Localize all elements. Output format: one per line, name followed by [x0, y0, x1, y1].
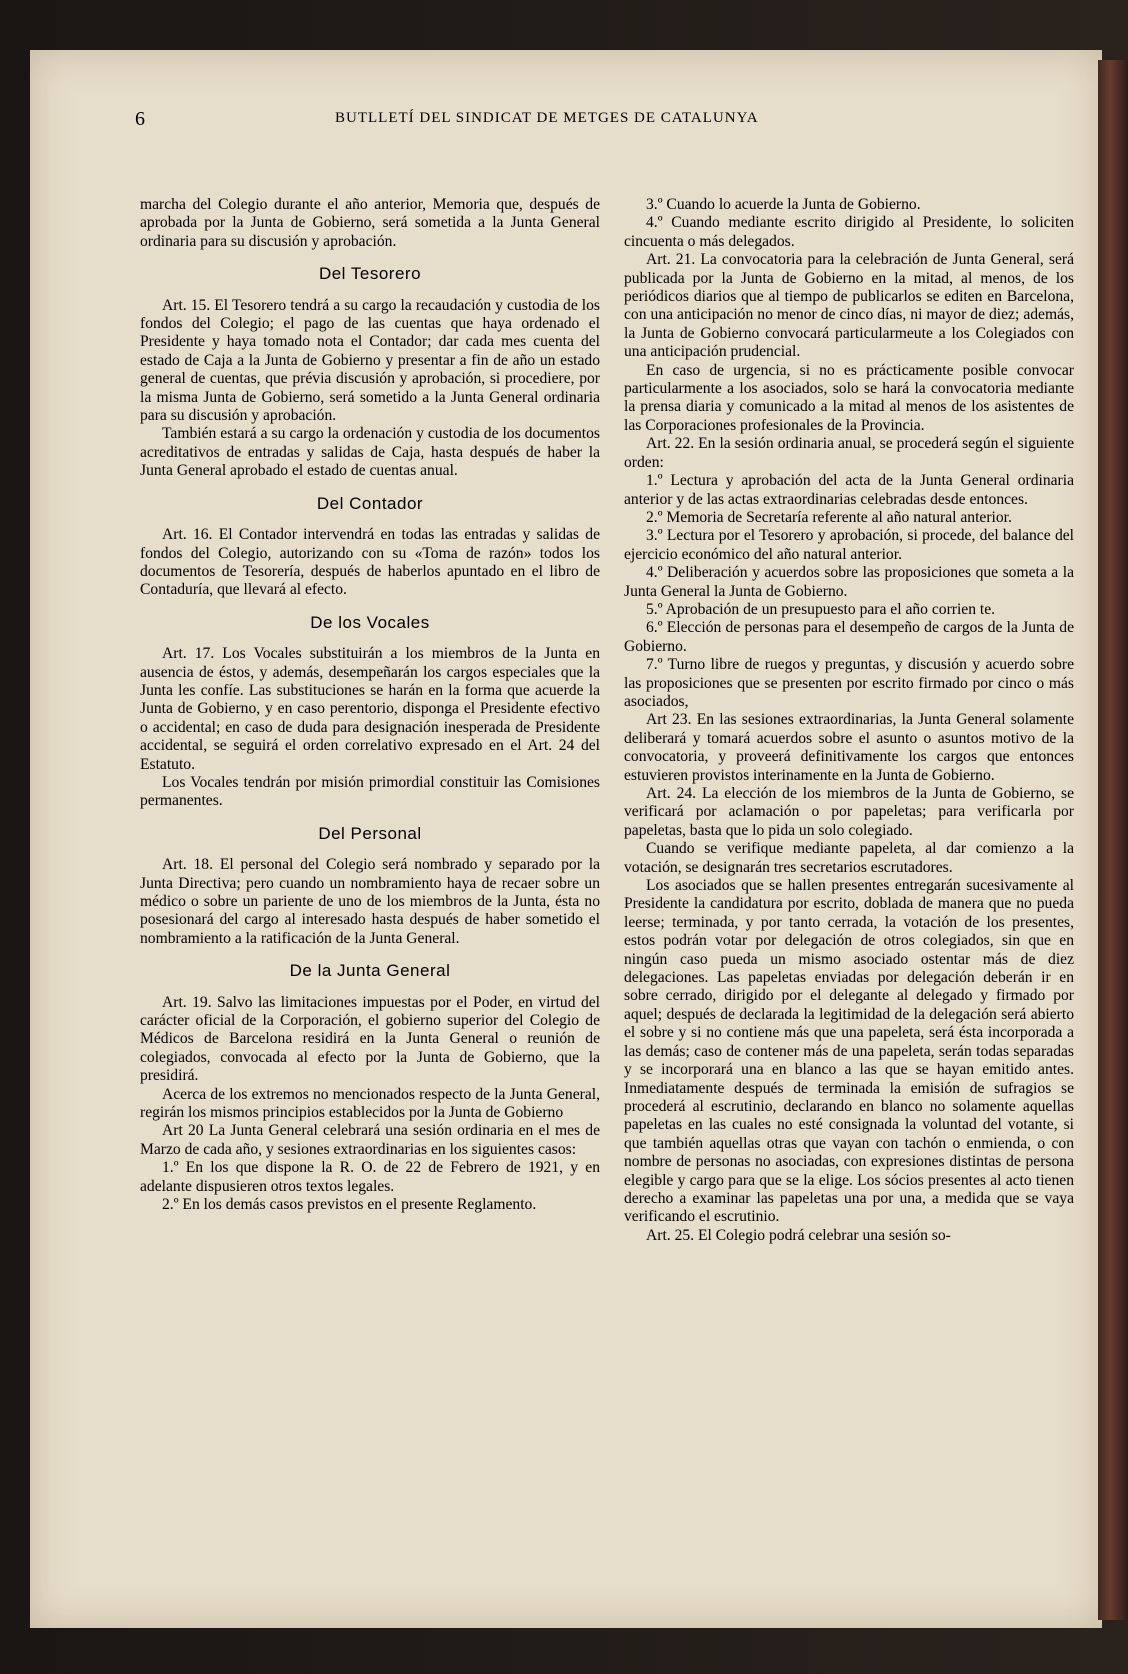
paragraph: Art. 19. Salvo las limitaciones impuestas por el Poder, en virtud del carácter oficial de la Corporación, el gobierno superior del Colegio de Médicos de Barcelona residirá en la Junta General o reunión de colegiados, convocada al efecto por la Junta de Gobierno, que la presidirá.: [140, 993, 600, 1085]
paragraph: Los Vocales tendrán por misión primordial constituir las Comisiones permanentes.: [140, 773, 600, 810]
paragraph: 5.º Aprobación de un presupuesto para el año corrien te.: [646, 600, 996, 618]
paragraph: 7.º Turno libre de ruegos y preguntas, y discusión y acuerdo sobre las proposiciones que se presenten por escrito firmado por cinco o más asociados,: [624, 656, 1074, 710]
paragraph: 3.º Cuando lo acuerde la Junta de Gobierno.: [646, 196, 921, 213]
section-heading: Del Tesorero: [318, 264, 422, 284]
section-heading: Del Personal: [318, 823, 422, 843]
paragraph: Art. 24. La elección de los miembros de la Junta de Gobierno, se verificará por aclamación o por papeletas; para verificarla por papeletas, basta que lo pida un solo colegiado.: [624, 785, 1074, 839]
left-column: [140, 196, 600, 1215]
paragraph: 1.º Lectura y aprobación del acta de la Junta General ordinaria anterior y de las actas extraordinarias celebradas desde entonces.: [624, 472, 1074, 508]
paragraph: También estará a su cargo la ordenación y custodia de los documentos acreditativos de entradas y salidas de Caja, hasta después de haber la Junta General aprobado el estado de cuentas anual.: [140, 425, 600, 480]
section-heading: De los Vocales: [310, 612, 430, 632]
paragraph: Art. 16. El Contador intervendrá en todas las entradas y salidas de fondos del Colegio, autorizando con su «Toma de razón» todos los documentos de Tesorería, después de haberlos apuntado en el libro de Contaduría, que llevará al efecto.: [140, 526, 600, 599]
paragraph: Art. 25. El Colegio podrá celebrar una sesión so-: [646, 1226, 951, 1244]
paragraph: Art. 22. En la sesión ordinaria anual, se procederá según el siguiente orden:: [624, 435, 1074, 471]
right-column: [624, 196, 1074, 1245]
section-heading: De la Junta General: [289, 961, 451, 981]
paragraph: 3.º Lectura por el Tesorero y aprobación, si procede, del balance del ejercicio económico del año natural anterior.: [624, 527, 1074, 563]
book-binding: [1098, 60, 1128, 1620]
page-header: [135, 108, 1075, 134]
paragraph: 4.º Cuando mediante escrito dirigido al Presidente, lo soliciten cincuenta o más delegados.: [624, 214, 1074, 250]
paragraph: Art. 17. Los Vocales substituirán a los miembros de la Junta en ausencia de éstos, y además, desempeñarán los cargos especiales que la Junta les confíe. Las substituciones se harán en la forma que acuerde la Junta de Gobierno, y en caso perentorio, disponga el Presidente efectivo o accidental; en caso de duda para designación inesperada de Presidente accidental, se seguirá el orden correlativo expresado en el Art. 24 del Estatuto.: [140, 645, 600, 773]
paragraph: Art. 18. El personal del Colegio será nombrado y separado por la Junta Directiva; pero cuando un nombramiento haya de recaer sobre un médico o sobre un pariente de uno de los miembros de la Junta, ésta no posesionará del cargo al interesado hasta después de haber sometido el nombramiento a la ratificación de la Junta General.: [140, 856, 600, 947]
paragraph: 2.º Memoria de Secretaría referente al año natural anterior.: [646, 508, 1012, 526]
paragraph: Cuando se verifique mediante papeleta, al dar comienzo a la votación, se designarán tres secretarios escrutadores.: [624, 840, 1074, 876]
paragraph: Art. 15. El Tesorero tendrá a su cargo la recaudación y custodia de los fondos del Colegio; el pago de las cuentas que haya ordenado el Presidente y haya tomado nota el Contador; dar cada mes cuenta del estado de Caja a la Junta de Gobierno y presentar a fin de año un estado general de cuentas, que prévia discusión y aprobación, si procediere, por la misma Junta de Gobierno, será sometido a la Junta General ordinaria para su discusión y aprobación.: [140, 296, 600, 425]
paragraph: Acerca de los extremos no mencionados respecto de la Junta General, regirán los mismos principios establecidos por la Junta de Gobierno: [140, 1085, 600, 1122]
paragraph: 1.º En los que dispone la R. O. de 22 de Febrero de 1921, y en adelante dispusieren otros textos legales.: [140, 1159, 600, 1195]
paragraph: Art. 21. La convocatoria para la celebración de Junta General, será publicada por la Junta de Gobierno en la mitad, al menos, de los periódicos diarios que al tiempo de publicarlos se editen en Barcelona, con una anticipación no menor de cinco días, ni mayor de diez; además, la Junta de Gobierno convocará particularmeute a los Colegiados con una anticipación prudencial.: [624, 251, 1074, 361]
paragraph: Los asociados que se hallen presentes entregarán sucesivamente al Presidente la candidatura por escrito, doblada de manera que no pueda leerse; terminada, y por tanto cerrada, la votación de los presentes, estos podrán votar por delegación de otros colegiados, sin que en ningún caso pueda un mismo asociado ostentar más de diez delegaciones. Las papeletas enviadas por delegación deberán ir en sobre cerrado, dirigido por el delegante al delegado y firmado por aquel; después de declarada la legitimidad de la delegación será abierto el sobre y si no contiene más que una papeleta, será ésta incorporada a las demás; caso de contener más de una papeleta, serán todas separadas y se incorporará una en blanco a las que se hayan emitido antes. Inmediatamente después de terminada la emisión de sufragios se procederá al escrutinio, declarando en blanco no solamente aquellas papeletas en las cuales no esté consignada la voluntad del votante, si que también aquellas otras que vayan con tachón o enmienda, o con nombre de personas no asociadas, con expresiones distintas de persona elegible y cargo para que se la elige. Los sócios presentes al acto tienen derecho a examinar las papeletas una por una, a medida que se vaya verificando el escrutinio.: [624, 877, 1074, 1226]
paragraph: 6.º Elección de personas para el desempeño de cargos de la Junta de Gobierno.: [624, 619, 1074, 655]
paragraph: En caso de urgencia, si no es prácticamente posible convocar particularmente a los asociados, solo se hará la convocatoria mediante la prensa diaria y comunicado a la mitad al menos de los asistentes de las Corporaciones profesionales de la Provincia.: [624, 361, 1074, 434]
running-title: BUTLLETÍ DEL SINDICAT DE METGES DE CATALUNYA: [335, 110, 759, 126]
paragraph: 4.º Deliberación y acuerdos sobre las proposiciones que someta a la Junta General la Junta de Gobierno.: [624, 564, 1074, 600]
paragraph: marcha del Colegio durante el año anterior, Memoria que, después de aprobada por la Junta de Gobierno, será sometida a la Junta General ordinaria para su discusión y aprobación.: [140, 196, 600, 250]
section-heading: Del Contador: [316, 493, 424, 513]
paragraph: Art 20 La Junta General celebrará una sesión ordinaria en el mes de Marzo de cada año, y sesiones extraordinarias en los siguientes casos:: [140, 1122, 600, 1158]
page-number: 6: [135, 108, 146, 130]
paragraph: 2.º En los demás casos previstos en el presente Reglamento.: [162, 1196, 537, 1214]
paragraph: Art 23. En las sesiones extraordinarias, la Junta General solamente deliberará y tomará acuerdos sobre el asunto o asuntos motivo de la convocatoria, y proveerá definitivamente los cargos que entonces estuvieren provistos interinamente en la Junta de Gobierno.: [624, 711, 1074, 784]
